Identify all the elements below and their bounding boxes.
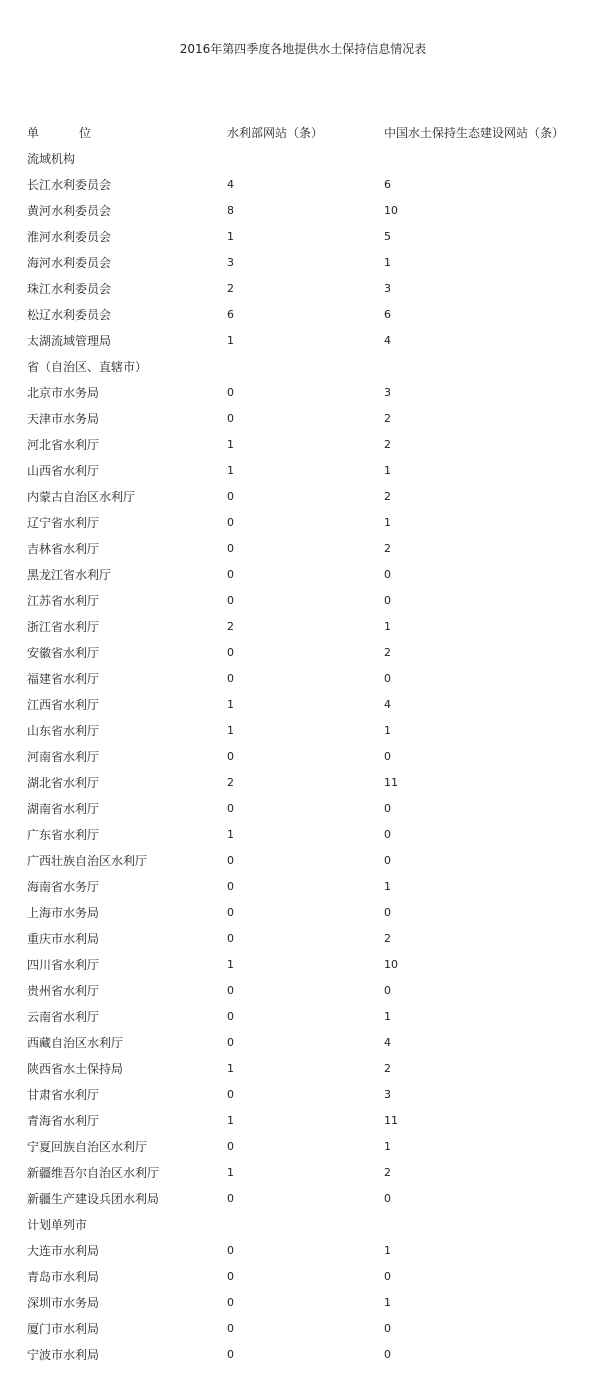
mwr-site-count: 1: [227, 698, 234, 711]
section-row: [0, 354, 606, 380]
swc-site-count: 1: [384, 880, 391, 893]
unit-name: 海南省水务厅: [27, 880, 100, 894]
swc-site-count: 2: [384, 646, 391, 659]
mwr-site-count: 6: [227, 308, 234, 321]
unit-name: 湖北省水利厅: [27, 776, 100, 790]
table-row: [0, 1056, 606, 1082]
page-title: 2016年第四季度各地提供水土保持信息情况表: [179, 42, 427, 56]
swc-site-count: 1: [384, 464, 391, 477]
table-header-row: [0, 120, 606, 146]
section-label: 计划单列市: [27, 1218, 88, 1232]
table-row: [0, 250, 606, 276]
mwr-site-count: 0: [227, 1322, 234, 1335]
unit-name: 山东省水利厅: [27, 724, 100, 738]
table-row: [0, 900, 606, 926]
section-label: 省（自治区、直辖市）: [27, 360, 148, 374]
unit-name: 广东省水利厅: [27, 828, 100, 842]
swc-site-count: 1: [384, 256, 391, 269]
table-row: [0, 640, 606, 666]
unit-name: 新疆维吾尔自治区水利厅: [27, 1166, 160, 1180]
mwr-site-count: 0: [227, 516, 234, 529]
unit-name: 河南省水利厅: [27, 750, 100, 764]
unit-name: 宁夏回族自治区水利厅: [27, 1140, 148, 1154]
table-row: [0, 744, 606, 770]
mwr-site-count: 0: [227, 542, 234, 555]
mwr-site-count: 2: [227, 776, 234, 789]
mwr-site-count: 0: [227, 984, 234, 997]
unit-name: 安徽省水利厅: [27, 646, 100, 660]
section-row: [0, 146, 606, 172]
swc-site-count: 1: [384, 1244, 391, 1257]
table-row: [0, 1082, 606, 1108]
unit-name: 北京市水务局: [27, 386, 100, 400]
table-row: [0, 1342, 606, 1368]
unit-name: 大连市水利局: [27, 1244, 100, 1258]
swc-site-count: 1: [384, 1010, 391, 1023]
unit-name: 甘肃省水利厅: [27, 1088, 100, 1102]
mwr-site-count: 1: [227, 230, 234, 243]
table-row: [0, 328, 606, 354]
mwr-site-count: 1: [227, 334, 234, 347]
mwr-site-count: 4: [227, 178, 234, 191]
unit-name: 福建省水利厅: [27, 672, 100, 686]
swc-site-count: 6: [384, 178, 391, 191]
swc-site-count: 3: [384, 1088, 391, 1101]
swc-site-count: 3: [384, 386, 391, 399]
swc-site-count: 1: [384, 620, 391, 633]
mwr-site-count: 0: [227, 1036, 234, 1049]
unit-name: 云南省水利厅: [27, 1010, 100, 1024]
mwr-site-count: 2: [227, 282, 234, 295]
mwr-site-count: 0: [227, 1088, 234, 1101]
mwr-site-count: 0: [227, 1270, 234, 1283]
unit-name: 西藏自治区水利厅: [27, 1036, 124, 1050]
mwr-site-count: 2: [227, 620, 234, 633]
table-row: [0, 848, 606, 874]
mwr-site-count: 1: [227, 828, 234, 841]
header-unit-char-1: 单: [27, 126, 40, 140]
table-row: [0, 692, 606, 718]
section-label: 流域机构: [27, 152, 76, 166]
table-body: [0, 146, 606, 1368]
swc-site-count: 5: [384, 230, 391, 243]
mwr-site-count: 3: [227, 256, 234, 269]
unit-name: 湖南省水利厅: [27, 802, 100, 816]
swc-site-count: 2: [384, 438, 391, 451]
unit-name: 淮河水利委员会: [27, 230, 112, 244]
swc-site-count: 0: [384, 1322, 391, 1335]
table-row: [0, 224, 606, 250]
unit-name: 广西壮族自治区水利厅: [27, 854, 148, 868]
table-row: [0, 796, 606, 822]
table-row: [0, 874, 606, 900]
mwr-site-count: 0: [227, 646, 234, 659]
swc-site-count: 4: [384, 698, 391, 711]
info-table: [0, 120, 606, 1368]
unit-name: 青岛市水利局: [27, 1270, 100, 1284]
swc-site-count: 1: [384, 516, 391, 529]
header-swc-site: 中国水土保持生态建设网站（条）: [384, 126, 565, 140]
unit-name: 长江水利委员会: [27, 178, 112, 192]
unit-name: 宁波市水利局: [27, 1348, 100, 1362]
mwr-site-count: 0: [227, 1296, 234, 1309]
unit-name: 海河水利委员会: [27, 256, 112, 270]
swc-site-count: 4: [384, 334, 391, 347]
section-row: [0, 1212, 606, 1238]
unit-name: 四川省水利厅: [27, 958, 100, 972]
mwr-site-count: 0: [227, 568, 234, 581]
unit-name: 珠江水利委员会: [27, 282, 112, 296]
header-mwr-site: 水利部网站（条）: [227, 126, 324, 140]
unit-name: 吉林省水利厅: [27, 542, 100, 556]
mwr-site-count: 0: [227, 906, 234, 919]
swc-site-count: 0: [384, 802, 391, 815]
mwr-site-count: 0: [227, 1140, 234, 1153]
unit-name: 黑龙江省水利厅: [27, 568, 112, 582]
table-row: [0, 1238, 606, 1264]
swc-site-count: 3: [384, 282, 391, 295]
swc-site-count: 11: [384, 776, 398, 789]
swc-site-count: 2: [384, 1062, 391, 1075]
table-row: [0, 952, 606, 978]
table-row: [0, 380, 606, 406]
unit-name: 江西省水利厅: [27, 698, 100, 712]
table-row: [0, 1108, 606, 1134]
swc-site-count: 0: [384, 594, 391, 607]
mwr-site-count: 0: [227, 490, 234, 503]
unit-name: 内蒙古自治区水利厅: [27, 490, 136, 504]
table-row: [0, 1160, 606, 1186]
unit-name: 青海省水利厅: [27, 1114, 100, 1128]
swc-site-count: 10: [384, 958, 398, 971]
swc-site-count: 0: [384, 750, 391, 763]
table-row: [0, 1290, 606, 1316]
mwr-site-count: 0: [227, 386, 234, 399]
mwr-site-count: 1: [227, 1062, 234, 1075]
unit-name: 重庆市水利局: [27, 932, 100, 946]
table-row: [0, 302, 606, 328]
header-unit: [27, 120, 91, 146]
table-row: [0, 718, 606, 744]
mwr-site-count: 0: [227, 932, 234, 945]
table-row: [0, 510, 606, 536]
table-row: [0, 198, 606, 224]
table-row: [0, 1186, 606, 1212]
unit-name: 松辽水利委员会: [27, 308, 112, 322]
table-row: [0, 770, 606, 796]
unit-name: 山西省水利厅: [27, 464, 100, 478]
table-row: [0, 666, 606, 692]
swc-site-count: 2: [384, 1166, 391, 1179]
mwr-site-count: 0: [227, 672, 234, 685]
mwr-site-count: 1: [227, 464, 234, 477]
swc-site-count: 1: [384, 1296, 391, 1309]
mwr-site-count: 0: [227, 750, 234, 763]
unit-name: 太湖流域管理局: [27, 334, 112, 348]
swc-site-count: 1: [384, 1140, 391, 1153]
table-row: [0, 406, 606, 432]
table-row: [0, 276, 606, 302]
swc-site-count: 4: [384, 1036, 391, 1049]
table-row: [0, 1264, 606, 1290]
table-row: [0, 172, 606, 198]
table-row: [0, 484, 606, 510]
swc-site-count: 2: [384, 490, 391, 503]
mwr-site-count: 0: [227, 1192, 234, 1205]
table-row: [0, 1004, 606, 1030]
mwr-site-count: 0: [227, 1348, 234, 1361]
unit-name: 厦门市水利局: [27, 1322, 100, 1336]
unit-name: 黄河水利委员会: [27, 204, 112, 218]
swc-site-count: 1: [384, 724, 391, 737]
mwr-site-count: 0: [227, 1010, 234, 1023]
swc-site-count: 10: [384, 204, 398, 217]
swc-site-count: 0: [384, 984, 391, 997]
table-row: [0, 458, 606, 484]
swc-site-count: 0: [384, 1348, 391, 1361]
unit-name: 天津市水务局: [27, 412, 100, 426]
mwr-site-count: 1: [227, 1166, 234, 1179]
table-row: [0, 614, 606, 640]
table-row: [0, 432, 606, 458]
swc-site-count: 0: [384, 672, 391, 685]
mwr-site-count: 0: [227, 1244, 234, 1257]
swc-site-count: 0: [384, 1192, 391, 1205]
unit-name: 陕西省水土保持局: [27, 1062, 124, 1076]
mwr-site-count: 8: [227, 204, 234, 217]
swc-site-count: 11: [384, 1114, 398, 1127]
swc-site-count: 2: [384, 932, 391, 945]
unit-name: 贵州省水利厅: [27, 984, 100, 998]
swc-site-count: 0: [384, 906, 391, 919]
mwr-site-count: 1: [227, 438, 234, 451]
table-row: [0, 1134, 606, 1160]
header-unit-char-2: 位: [79, 126, 92, 140]
table-row: [0, 536, 606, 562]
mwr-site-count: 1: [227, 958, 234, 971]
swc-site-count: 0: [384, 828, 391, 841]
swc-site-count: 0: [384, 1270, 391, 1283]
mwr-site-count: 1: [227, 724, 234, 737]
swc-site-count: 2: [384, 542, 391, 555]
table-row: [0, 588, 606, 614]
mwr-site-count: 0: [227, 880, 234, 893]
mwr-site-count: 1: [227, 1114, 234, 1127]
table-row: [0, 1316, 606, 1342]
table-row: [0, 562, 606, 588]
unit-name: 新疆生产建设兵团水利局: [27, 1192, 160, 1206]
mwr-site-count: 0: [227, 854, 234, 867]
table-row: [0, 822, 606, 848]
table-row: [0, 1030, 606, 1056]
table-row: [0, 926, 606, 952]
unit-name: 河北省水利厅: [27, 438, 100, 452]
unit-name: 浙江省水利厅: [27, 620, 100, 634]
swc-site-count: 0: [384, 568, 391, 581]
unit-name: 江苏省水利厅: [27, 594, 100, 608]
mwr-site-count: 0: [227, 802, 234, 815]
unit-name: 深圳市水务局: [27, 1296, 100, 1310]
swc-site-count: 0: [384, 854, 391, 867]
mwr-site-count: 0: [227, 594, 234, 607]
table-row: [0, 978, 606, 1004]
mwr-site-count: 0: [227, 412, 234, 425]
unit-name: 上海市水务局: [27, 906, 100, 920]
swc-site-count: 6: [384, 308, 391, 321]
swc-site-count: 2: [384, 412, 391, 425]
unit-name: 辽宁省水利厅: [27, 516, 100, 530]
